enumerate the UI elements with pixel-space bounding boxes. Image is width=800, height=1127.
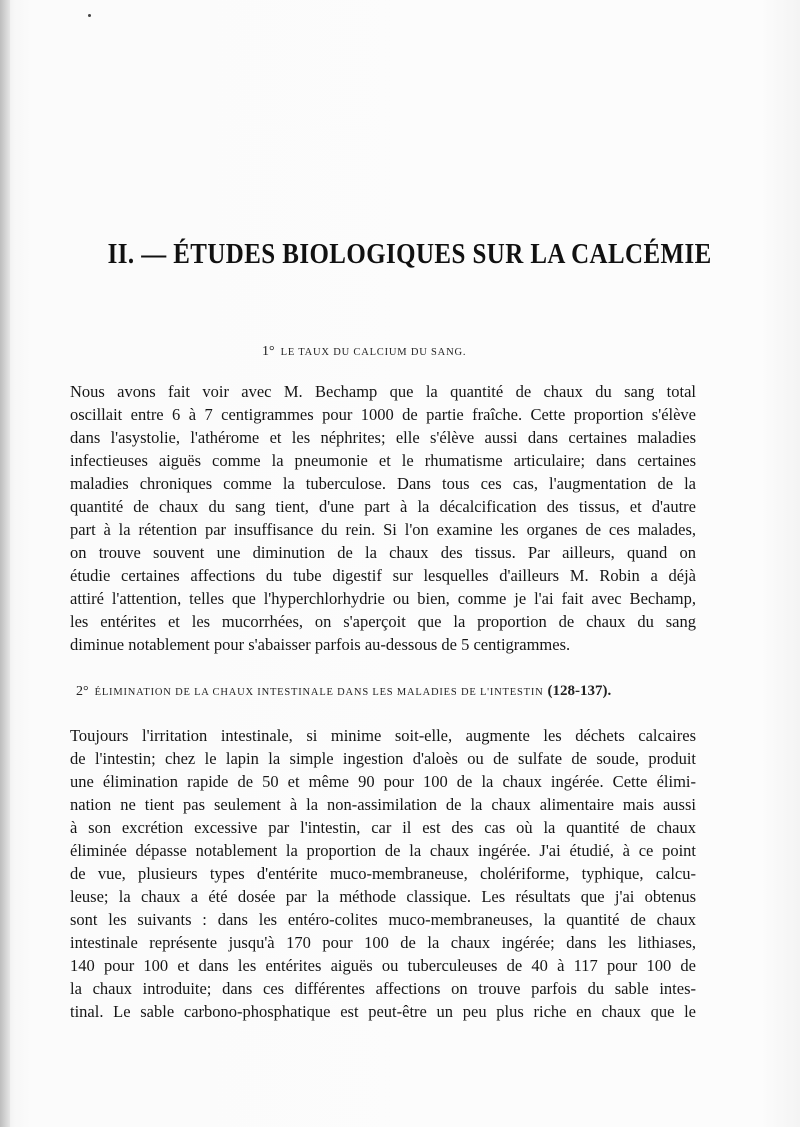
text-line: infectieuses aiguës comme la pneumonie et le rhumatisme articulaire; dans certaines	[70, 451, 696, 470]
section-1-heading	[262, 344, 466, 360]
text-line: à son excrétion excessive par l'intestin, car il est des cas où la quantité de chaux	[70, 818, 696, 837]
text-line: 140 pour 100 et dans les entérites aiguës ou tuberculeuses de 40 à 117 pour 100 de	[70, 956, 696, 975]
text-line: dans l'asystolie, l'athérome et les néphrites; elle s'élève aussi dans certaines maladies	[70, 428, 696, 447]
page-spine-shadow	[0, 0, 10, 1127]
text-line: de l'intestin; chez le lapin la simple ingestion d'aloès ou de sulfate de soude, produit	[70, 749, 696, 768]
text-line: une élimination rapide de 50 et même 90 pour 100 de la chaux ingérée. Cette élimi-	[70, 772, 696, 791]
text-line: éliminée dépasse notablement la proportion de la chaux ingérée. J'ai étudié, à ce point	[70, 841, 696, 860]
chapter-title: II. — ÉTUDES BIOLOGIQUES SUR LA CALCÉMIE	[107, 238, 712, 270]
text-line: attiré l'attention, telles que l'hyperchlorhydrie ou bien, comme je l'ai fait avec Bechamp,	[70, 589, 696, 608]
text-line: Toujours l'irritation intestinale, si minime soit-elle, augmente les déchets calcaires	[70, 726, 696, 745]
text-line: intestinale représente jusqu'à 170 pour 100 de la chaux ingérée; dans les lithiases,	[70, 933, 696, 952]
section-2-number: 2°	[76, 684, 89, 699]
text-line: nation ne tient pas seulement à la non-assimilation de la chaux alimentaire mais aussi	[70, 795, 696, 814]
section-2-paragraph	[70, 724, 696, 1023]
text-line: maladies chroniques comme la tuberculose. Dans tous ces cas, l'augmentation de la	[70, 474, 696, 493]
text-line: sont les suivants : dans les entéro-colites muco-membraneuses, la quantité de chaux	[70, 910, 696, 929]
section-1-number: 1°	[262, 344, 275, 359]
text-line: la chaux introduite; dans ces différentes affections on trouve parfois du sable intes-	[70, 979, 696, 998]
text-line: les entérites et les mucorrhées, on s'aperçoit que la proportion de chaux du sang	[70, 612, 696, 631]
text-line: leuse; la chaux a été dosée par la méthode classique. Les résultats que j'ai obtenus	[70, 887, 696, 906]
section-1-paragraph	[70, 380, 696, 656]
text-line: part à la rétention par insuffisance du rein. Si l'on examine les organes de ces malades,	[70, 520, 696, 539]
section-2-references: (128-137).	[547, 683, 612, 699]
text-line: tinal. Le sable carbono-phosphatique est peut-être un peu plus riche en chaux que le	[70, 1002, 696, 1021]
section-1-title: LE TAUX DU CALCIUM DU SANG.	[280, 347, 467, 358]
text-line: quantité de chaux du sang tient, d'une part à la décalcification des tissus, et d'autre	[70, 497, 696, 516]
section-2-title: ÉLIMINATION DE LA CHAUX INTESTINALE DANS LES MALADIES DE L'INTESTIN	[94, 687, 544, 698]
text-line: étudie certaines affections du tube digestif sur lesquelles d'ailleurs M. Robin a déjà	[70, 566, 696, 585]
section-2-heading	[76, 683, 611, 700]
text-line: Nous avons fait voir avec M. Bechamp que la quantité de chaux du sang total	[70, 382, 696, 401]
text-line: diminue notablement pour s'abaisser parfois au-dessous de 5 centigrammes.	[70, 635, 571, 654]
text-line: oscillait entre 6 à 7 centigrammes pour 1000 de partie fraîche. Cette proportion s'élève	[70, 405, 696, 424]
text-line: de vue, plusieurs types d'entérite muco-membraneuse, cholériforme, typhique, calcu-	[70, 864, 696, 883]
text-line: on trouve souvent une diminution de la chaux des tissus. Par ailleurs, quand on	[70, 543, 696, 562]
speck-mark	[88, 14, 91, 17]
